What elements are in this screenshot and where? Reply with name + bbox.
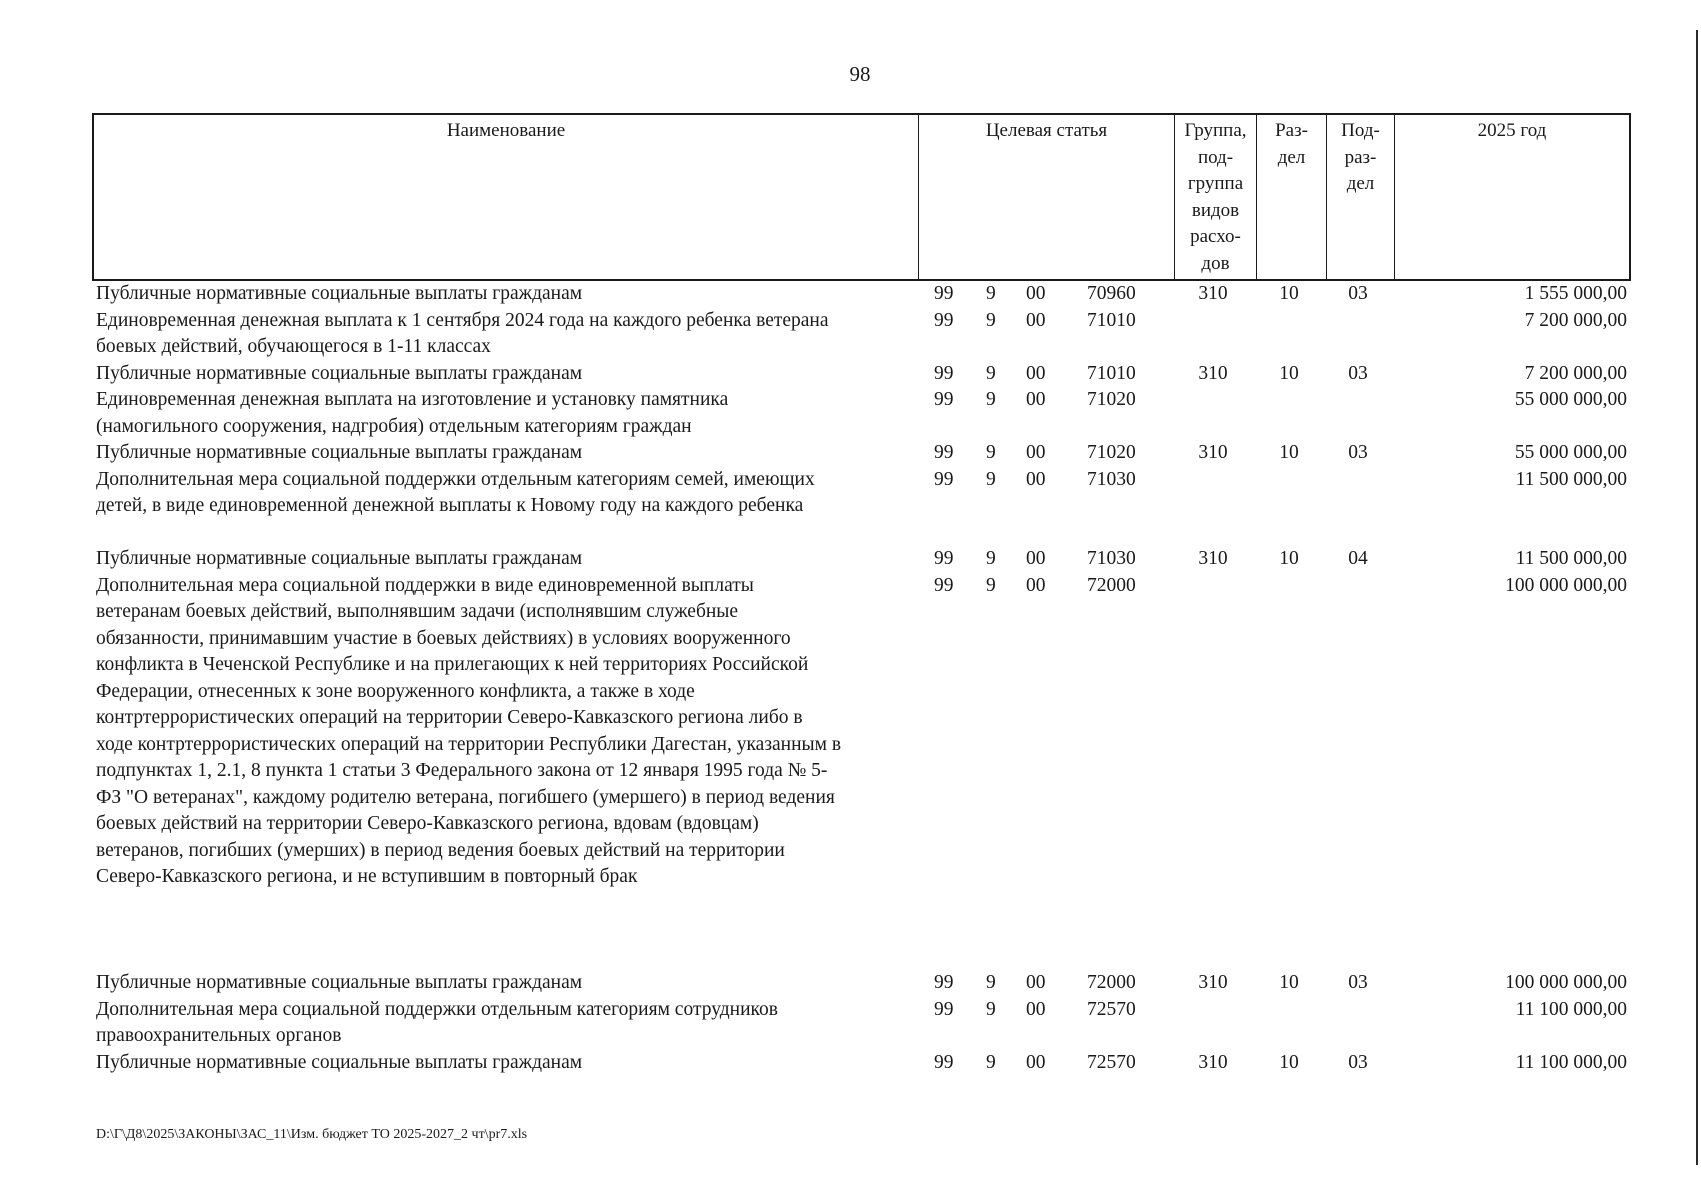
- row-name-line: Публичные нормативные социальные выплаты гражданам: [96, 283, 583, 304]
- razdel-code: 10: [1279, 362, 1299, 384]
- target-subprogram-code: 9: [986, 389, 996, 410]
- table-row: [92, 467, 1631, 547]
- target-subprogram-code: 9: [986, 548, 996, 569]
- row-name-line: правоохранительных органов: [96, 1025, 342, 1046]
- target-subprogram-code: 9: [986, 468, 996, 490]
- header-year: 2025 год: [1394, 115, 1629, 279]
- expense-group: 310: [1198, 548, 1228, 569]
- target-program-code: 99: [934, 998, 954, 1020]
- target-program-code: 99: [934, 442, 954, 463]
- amount-2025: 11 500 000,00: [1515, 468, 1627, 490]
- podrazdel-code: 03: [1348, 972, 1368, 993]
- row-name-line: Дополнительная мера социальной поддержки в виде единовременной выплаты: [96, 574, 754, 596]
- row-name-line: [96, 944, 916, 971]
- table-row: [92, 546, 1631, 573]
- row-name-line: Публичные нормативные социальные выплаты гражданам: [96, 442, 583, 463]
- expense-group: 310: [1198, 442, 1228, 463]
- target-subprogram-code: 9: [986, 1051, 996, 1073]
- row-name-line: (намогильного сооружения, надгробия) отдельным категориям граждан: [96, 415, 692, 437]
- row-name-line: Дополнительная мера социальной поддержки отдельным категориям сотрудников: [96, 998, 778, 1020]
- target-expense-code: 72570: [1087, 998, 1136, 1020]
- row-name-line: Северо-Кавказского региона, и не вступившим в повторный брак: [96, 866, 638, 887]
- target-direction-code: 00: [1026, 468, 1046, 490]
- target-direction-code: 00: [1026, 998, 1046, 1020]
- target-program-code: 99: [934, 972, 954, 993]
- amount-2025: 11 500 000,00: [1515, 548, 1627, 569]
- row-name: [92, 440, 916, 467]
- table-row: [92, 361, 1631, 388]
- razdel-code: 10: [1279, 972, 1299, 993]
- target-program-code: 99: [934, 468, 954, 490]
- row-name-line: ветеранов, погибших (умерших) в период ведения боевых действий на территории: [96, 839, 785, 861]
- row-name-line: [96, 891, 916, 918]
- target-direction-code: 00: [1026, 972, 1046, 993]
- amount-2025: 100 000 000,00: [1505, 972, 1627, 993]
- budget-table: [92, 113, 1631, 1076]
- header-target-article: Целевая статья: [918, 115, 1174, 279]
- amount-2025: 7 200 000,00: [1524, 309, 1627, 331]
- header-name: Наименование: [446, 120, 566, 141]
- row-name-line: ветеранам боевых действий, выполнявшим задачи (исполнявшим служебные: [96, 601, 739, 622]
- row-name: [92, 1050, 916, 1077]
- razdel-code: 10: [1279, 442, 1299, 463]
- row-name-line: ходе контртеррористических операций на территории Республики Дагестан, указанным в: [96, 733, 842, 755]
- amount-2025: 11 100 000,00: [1515, 998, 1627, 1020]
- target-expense-code: 70960: [1087, 283, 1136, 304]
- row-name: [92, 970, 916, 997]
- table-row: [92, 997, 1631, 1050]
- row-name-line: конфликта в Чеченской Республике и на прилегающих к ней территориях Российской: [96, 654, 809, 675]
- target-expense-code: 71030: [1087, 548, 1136, 569]
- target-direction-code: 00: [1026, 309, 1046, 331]
- target-subprogram-code: 9: [986, 362, 996, 384]
- target-direction-code: 00: [1026, 574, 1046, 596]
- target-subprogram-code: 9: [986, 283, 996, 304]
- header-expense-group: Группа, под- группа видов расхо- дов: [1174, 115, 1256, 279]
- table-header: [92, 113, 1631, 281]
- page-edge-rule: [1696, 30, 1698, 1165]
- row-name-line: боевых действий, обучающегося в 1-11 классах: [96, 336, 491, 357]
- table-row: [92, 281, 1631, 308]
- row-name-line: Федерации, отнесенных к зоне вооруженного конфликта, а также в ходе: [96, 680, 695, 702]
- row-name: [92, 467, 916, 547]
- target-direction-code: 00: [1026, 548, 1046, 569]
- row-name-line: подпунктах 1, 2.1, 8 пункта 1 статьи 3 Федерального закона от 12 января 1995 года № 5-: [96, 760, 828, 781]
- row-name: [92, 361, 916, 388]
- row-name-line: Публичные нормативные социальные выплаты гражданам: [96, 548, 583, 569]
- table-row: [92, 970, 1631, 997]
- file-path-footer: D:\Г\Д8\2025\ЗАКОНЫ\ЗАС_11\Изм. бюджет ТО 2025-2027_2 чт\pr7.xls: [96, 1127, 528, 1142]
- amount-2025: 55 000 000,00: [1514, 442, 1627, 463]
- target-program-code: 99: [934, 309, 954, 331]
- row-name: [92, 387, 916, 440]
- row-name-line: Публичные нормативные социальные выплаты гражданам: [96, 972, 583, 993]
- row-name-line: Публичные нормативные социальные выплаты гражданам: [96, 1051, 583, 1073]
- row-name: [92, 308, 916, 361]
- table-row: [92, 573, 1631, 971]
- amount-2025: 1 555 000,00: [1524, 283, 1627, 304]
- header-razdel: Раз- дел: [1256, 115, 1326, 279]
- row-name-line: [96, 917, 916, 944]
- target-subprogram-code: 9: [986, 574, 996, 596]
- razdel-code: 10: [1279, 548, 1299, 569]
- expense-group: 310: [1198, 1051, 1228, 1073]
- target-program-code: 99: [934, 548, 954, 569]
- target-direction-code: 00: [1026, 1051, 1046, 1073]
- target-direction-code: 00: [1026, 442, 1046, 463]
- expense-group: 310: [1198, 362, 1228, 384]
- podrazdel-code: 03: [1348, 442, 1368, 463]
- target-subprogram-code: 9: [986, 998, 996, 1020]
- row-name-line: Публичные нормативные социальные выплаты гражданам: [96, 362, 583, 384]
- target-direction-code: 00: [1026, 362, 1046, 384]
- target-direction-code: 00: [1026, 283, 1046, 304]
- target-subprogram-code: 9: [986, 309, 996, 331]
- podrazdel-code: 03: [1348, 362, 1368, 384]
- podrazdel-code: 03: [1348, 1051, 1368, 1073]
- amount-2025: 7 200 000,00: [1524, 362, 1627, 384]
- amount-2025: 11 100 000,00: [1515, 1051, 1627, 1073]
- table-row: [92, 308, 1631, 361]
- row-name-line: боевых действий на территории Северо-Кавказского региона, вдовам (вдовцам): [96, 813, 759, 834]
- row-name-line: ФЗ "О ветеранах", каждому родителю ветерана, погибшего (умершего) в период ведения: [96, 786, 835, 808]
- amount-2025: 100 000 000,00: [1505, 574, 1627, 596]
- target-expense-code: 72000: [1087, 574, 1136, 596]
- row-name-line: контртеррористических операций на территории Северо-Кавказского региона либо в: [96, 707, 803, 728]
- target-subprogram-code: 9: [986, 972, 996, 993]
- podrazdel-code: 04: [1348, 548, 1368, 569]
- row-name: [92, 997, 916, 1050]
- target-expense-code: 71030: [1087, 468, 1136, 490]
- amount-2025: 55 000 000,00: [1514, 389, 1627, 410]
- row-name: [92, 573, 916, 971]
- row-name-line: Дополнительная мера социальной поддержки отдельным категориям семей, имеющих: [96, 468, 815, 490]
- target-program-code: 99: [934, 574, 954, 596]
- table-row: [92, 440, 1631, 467]
- podrazdel-code: 03: [1348, 283, 1368, 304]
- target-expense-code: 71020: [1087, 389, 1136, 410]
- razdel-code: 10: [1279, 1051, 1299, 1073]
- razdel-code: 10: [1279, 283, 1299, 304]
- target-expense-code: 71020: [1087, 442, 1136, 463]
- table-row: [92, 387, 1631, 440]
- target-program-code: 99: [934, 283, 954, 304]
- row-name-line: [96, 520, 916, 547]
- row-name-line: Единовременная денежная выплата к 1 сентября 2024 года на каждого ребенка ветерана: [96, 309, 829, 331]
- target-subprogram-code: 9: [986, 442, 996, 463]
- expense-group: 310: [1198, 283, 1228, 304]
- target-expense-code: 72000: [1087, 972, 1136, 993]
- expense-group: 310: [1198, 972, 1228, 993]
- target-program-code: 99: [934, 362, 954, 384]
- header-podrazdel: Под- раз- дел: [1326, 115, 1394, 279]
- target-expense-code: 72570: [1087, 1051, 1136, 1073]
- target-expense-code: 71010: [1087, 362, 1136, 384]
- target-expense-code: 71010: [1087, 309, 1136, 331]
- row-name: [92, 546, 916, 573]
- target-program-code: 99: [934, 389, 954, 410]
- row-name-line: обязанности, принимавшим участие в боевых действиях) в условиях вооруженного: [96, 627, 791, 649]
- row-name-line: Единовременная денежная выплата на изготовление и установку памятника: [96, 389, 729, 410]
- table-body: [92, 281, 1631, 1076]
- table-row: [92, 1050, 1631, 1077]
- row-name-line: детей, в виде единовременной денежной выплаты к Новому году на каждого ребенка: [96, 495, 804, 516]
- page-number: 98: [849, 62, 871, 86]
- target-program-code: 99: [934, 1051, 954, 1073]
- row-name: [92, 281, 916, 308]
- target-direction-code: 00: [1026, 389, 1046, 410]
